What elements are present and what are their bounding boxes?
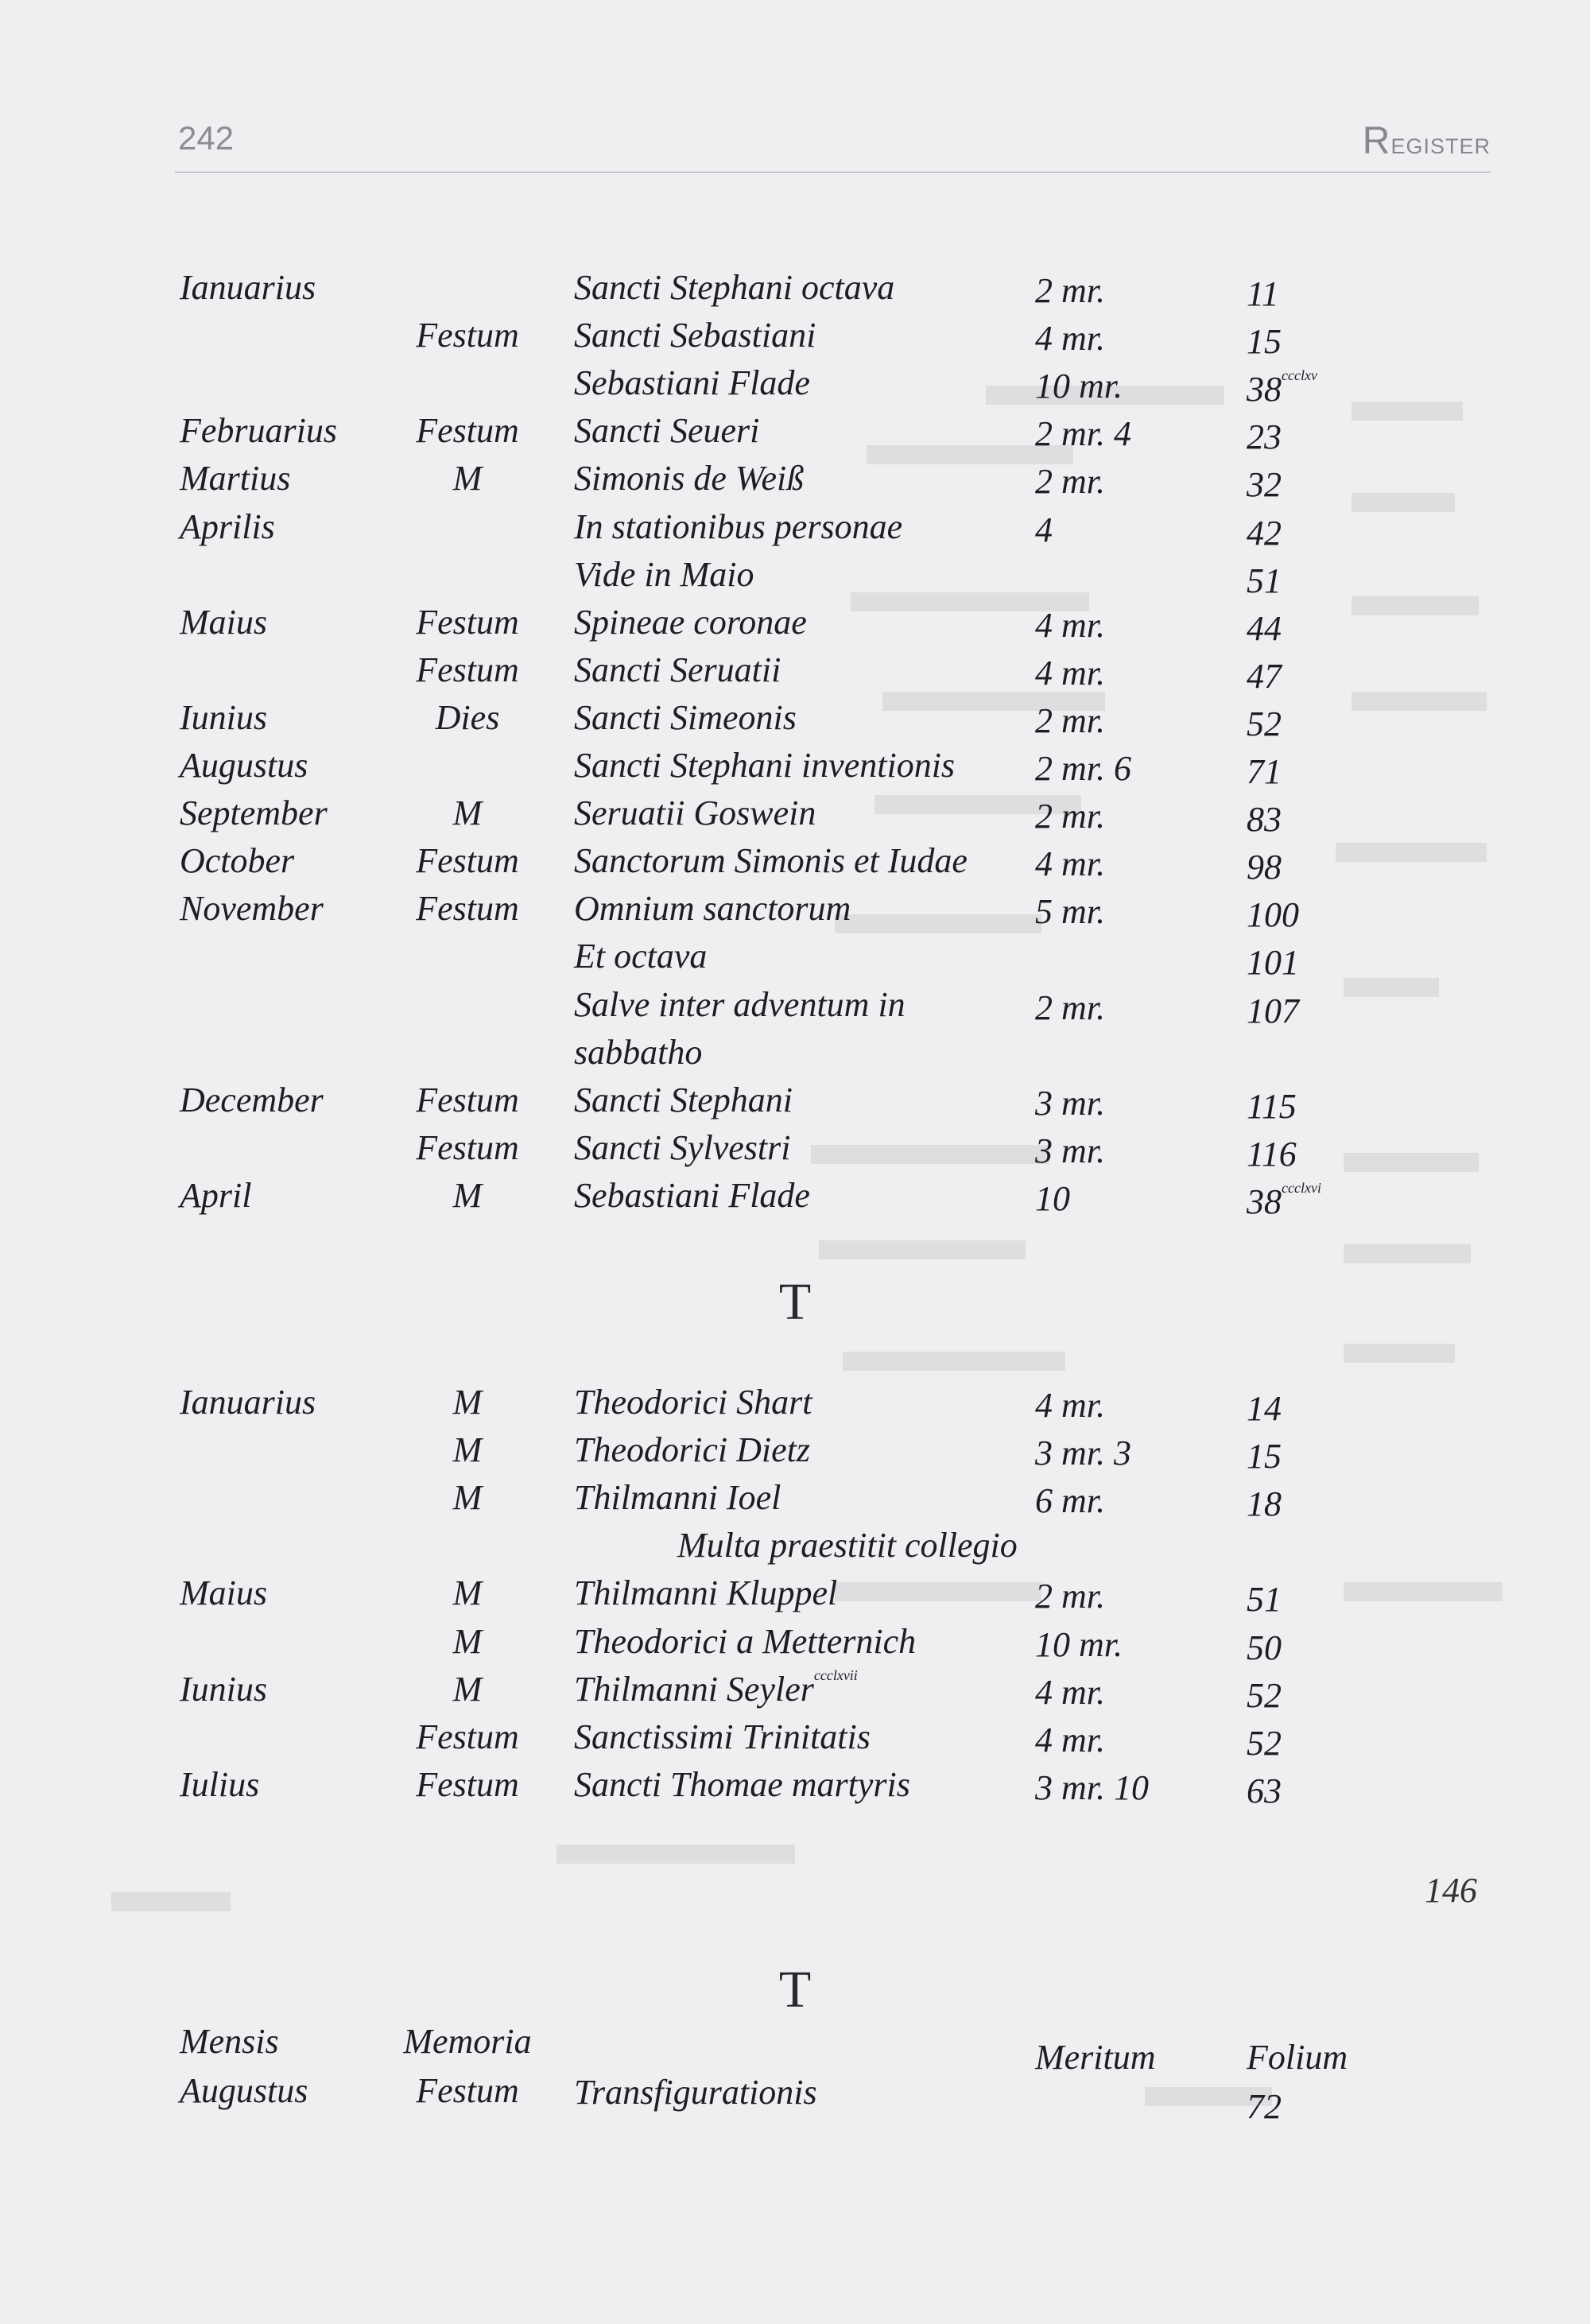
register-kind-cell: Festum	[416, 1127, 519, 1167]
section-letter-2: T	[778, 1961, 812, 2019]
entry-name: Transfigurationis	[574, 2073, 817, 2112]
register-merit-cell: 4 mr.	[1035, 1672, 1106, 1712]
header-meritum: Meritum	[1035, 2038, 1156, 2077]
register-month-cell: April	[180, 1175, 252, 1215]
register-folio-cell: 50	[1247, 1628, 1282, 1667]
register-name-cell: Sancti Stephani inventionis	[574, 746, 956, 785]
register-merit-cell: 2 mr. 4	[1035, 414, 1132, 454]
section-letter: T	[778, 1273, 812, 1331]
register-month-cell: Augustus	[180, 746, 308, 785]
register-folio-cell: 116	[1247, 1134, 1297, 1174]
register-kind-cell: M	[452, 1669, 483, 1709]
register-folio-cell: 32	[1247, 465, 1282, 505]
register-kind-cell: M	[452, 1621, 483, 1661]
register-merit-cell: 10	[1035, 1178, 1070, 1218]
running-head-initial: R	[1362, 120, 1391, 162]
register-month-cell: Iunius	[180, 697, 267, 737]
register-merit-cell: 3 mr.	[1035, 1131, 1106, 1170]
register-folio-cell: 42	[1247, 513, 1282, 553]
page-number: 242	[178, 119, 235, 157]
register-folio-cell: 101	[1247, 943, 1299, 983]
register-folio-cell: 47	[1247, 656, 1282, 696]
register-month-cell: Martius	[180, 459, 291, 499]
register-kind-cell: Festum	[416, 411, 519, 451]
register-merit-cell: 2 mr.	[1035, 1577, 1106, 1616]
register-kind-cell: Festum	[416, 1080, 519, 1119]
header-month: Mensis	[180, 2022, 279, 2061]
register-name-cell: Spineae coronae	[574, 602, 807, 642]
register-month-cell: Aprilis	[180, 506, 275, 546]
register-merit-cell: 6 mr.	[1035, 1481, 1106, 1521]
register-name-cell: Sancti Stephani	[574, 1080, 793, 1119]
register-name-cell: Omnium sanctorum	[574, 889, 851, 929]
register-name-cell: Sancti Thomae martyris	[574, 1764, 910, 1804]
header-folium: Folium	[1247, 2038, 1348, 2077]
register-folio-cell: 51	[1247, 1580, 1282, 1620]
entry-kind: Festum	[416, 2071, 519, 2110]
register-kind-cell: Festum	[416, 841, 519, 881]
register-merit-cell: 4 mr.	[1035, 1386, 1106, 1425]
register-month-cell: Iulius	[180, 1764, 260, 1804]
register-merit-cell: 4 mr.	[1035, 605, 1106, 645]
register-name-cell: Vide in Maio	[574, 554, 754, 594]
register-folio-cell: 52	[1247, 1675, 1282, 1715]
register-folio-cell: 107	[1247, 991, 1299, 1030]
side-number: 146	[1425, 1871, 1477, 1910]
register-merit-cell: 4 mr.	[1035, 1720, 1106, 1759]
register-folio-cell: 23	[1247, 417, 1282, 457]
register-name-cell: Theodorici Shart	[574, 1383, 812, 1422]
register-merit-cell: 4	[1035, 510, 1053, 549]
register-name-cell: In stationibus personae	[574, 506, 903, 546]
register-merit-cell: 2 mr. 6	[1035, 749, 1132, 788]
register-folio-cell: 71	[1247, 752, 1282, 791]
register-name-cell: Sanctorum Simonis et Iudae	[574, 841, 968, 881]
register-month-cell: November	[180, 889, 324, 929]
running-head-rest: egister	[1390, 127, 1491, 161]
register-month-cell: Maius	[180, 1573, 267, 1613]
register-name-cell: Sebastiani Flade	[574, 1175, 810, 1215]
footnote-marker: ccclxvii	[813, 1666, 858, 1683]
register-name-cell: Salve inter adventum in	[574, 984, 906, 1024]
register-name-cell: sabbatho	[574, 1032, 703, 1072]
register-kind-cell: M	[452, 1430, 483, 1470]
register-name-cell: Sancti Seruatii	[574, 650, 781, 689]
register-merit-cell: 4 mr.	[1035, 653, 1106, 693]
register-name-cell: Theodorici Dietz	[574, 1430, 810, 1470]
register-kind-cell: M	[452, 459, 483, 499]
register-name-cell: Thilmanni Seyler$^{ccclxvii}$	[574, 1666, 858, 1709]
register-kind-cell: M	[452, 1478, 483, 1518]
register-folio-cell: 38$^{ccclxv}$	[1247, 367, 1317, 409]
page-header	[175, 119, 1491, 173]
register-month-cell: September	[180, 793, 328, 833]
register-kind-cell: Festum	[416, 1764, 519, 1804]
register-folio-cell: 18	[1247, 1484, 1282, 1524]
header-memoria: Memoria	[403, 2022, 532, 2061]
register-kind-cell: M	[452, 1383, 483, 1422]
register-month-cell: Iunius	[180, 1669, 267, 1709]
register-name-cell: Sancti Simeonis	[574, 697, 797, 737]
register-name-cell: Sebastiani Flade	[574, 363, 810, 403]
register-merit-cell: 2 mr.	[1035, 462, 1106, 502]
register-month-cell: Ianuarius	[180, 1383, 316, 1422]
register-merit-cell: 10 mr.	[1035, 1624, 1123, 1664]
footnote-marker: ccclxvi	[1282, 1179, 1321, 1196]
register-merit-cell: 2 mr.	[1035, 797, 1106, 836]
register-folio-cell: 52	[1247, 1723, 1282, 1763]
register-kind-cell: Festum	[416, 1717, 519, 1756]
register-kind-cell: M	[452, 1573, 483, 1613]
register-name-cell: Sancti Seueri	[574, 411, 760, 451]
entry-folio: 72	[1247, 2087, 1282, 2126]
register-merit-cell: 3 mr. 3	[1035, 1434, 1132, 1473]
register-name-cell: Theodorici a Metternich	[574, 1621, 917, 1661]
register-name-cell: Sanctissimi Trinitatis	[574, 1717, 871, 1756]
register-name-cell: Sancti Sebastiani	[574, 316, 816, 355]
running-head	[1363, 119, 1491, 163]
register-folio-cell: 14	[1247, 1389, 1282, 1428]
footnote-marker: ccclxv	[1282, 367, 1317, 384]
register-merit-cell: 2 mr.	[1035, 271, 1106, 310]
register-folio-cell: 63	[1247, 1771, 1282, 1810]
register-merit-cell: 4 mr.	[1035, 319, 1106, 359]
register-name-cell: Et octava	[574, 937, 708, 976]
register-merit-cell: 2 mr.	[1035, 987, 1106, 1027]
register-month-cell: Februarius	[180, 411, 337, 451]
register-kind-cell: M	[452, 1175, 483, 1215]
register-merit-cell: 3 mr.	[1035, 1083, 1106, 1123]
register-kind-cell: Festum	[416, 602, 519, 642]
register-folio-cell: 15	[1247, 1437, 1282, 1476]
register-name-cell: Thilmanni Kluppel	[574, 1573, 838, 1613]
register-name-cell: Sancti Sylvestri	[574, 1127, 791, 1167]
register-folio-cell: 52	[1247, 704, 1282, 743]
register-month-cell: Maius	[180, 602, 267, 642]
register-month-cell: October	[180, 841, 295, 881]
register-kind-cell: M	[452, 793, 483, 833]
register-folio-cell: 38$^{ccclxvi}$	[1247, 1179, 1321, 1221]
register-folio-cell: 11	[1247, 274, 1279, 313]
register-folio-cell: 98	[1247, 848, 1282, 887]
register-kind-cell: Festum	[416, 316, 519, 355]
entry-month: Augustus	[180, 2071, 308, 2110]
register-kind-cell: Festum	[416, 650, 519, 689]
register-folio-cell: 115	[1247, 1086, 1297, 1126]
register-folio-cell: 15	[1247, 322, 1282, 362]
register-kind-cell: Dies	[435, 697, 500, 737]
register-name-cell: Sancti Stephani octava	[574, 268, 895, 307]
register-name-cell: Simonis de Weiß	[574, 459, 805, 499]
register-name-cell: Thilmanni Ioel	[574, 1478, 781, 1518]
register-month-cell: December	[180, 1080, 324, 1119]
register-folio-cell: 83	[1247, 800, 1282, 840]
register-folio-cell: 44	[1247, 608, 1282, 648]
register-merit-cell: 4 mr.	[1035, 844, 1106, 884]
register-merit-cell: 2 mr.	[1035, 700, 1106, 740]
register-month-cell: Ianuarius	[180, 268, 316, 307]
register-name-cell: Seruatii Goswein	[574, 793, 816, 833]
register-kind-cell: Festum	[416, 889, 519, 929]
register-folio-cell: 51	[1247, 561, 1282, 600]
register-name-cell: Multa praestitit collegio	[677, 1526, 1018, 1565]
register-merit-cell: 5 mr.	[1035, 892, 1106, 932]
register-merit-cell: 10 mr.	[1035, 367, 1123, 406]
register-folio-cell: 100	[1247, 895, 1299, 935]
register-merit-cell: 3 mr. 10	[1035, 1767, 1150, 1807]
